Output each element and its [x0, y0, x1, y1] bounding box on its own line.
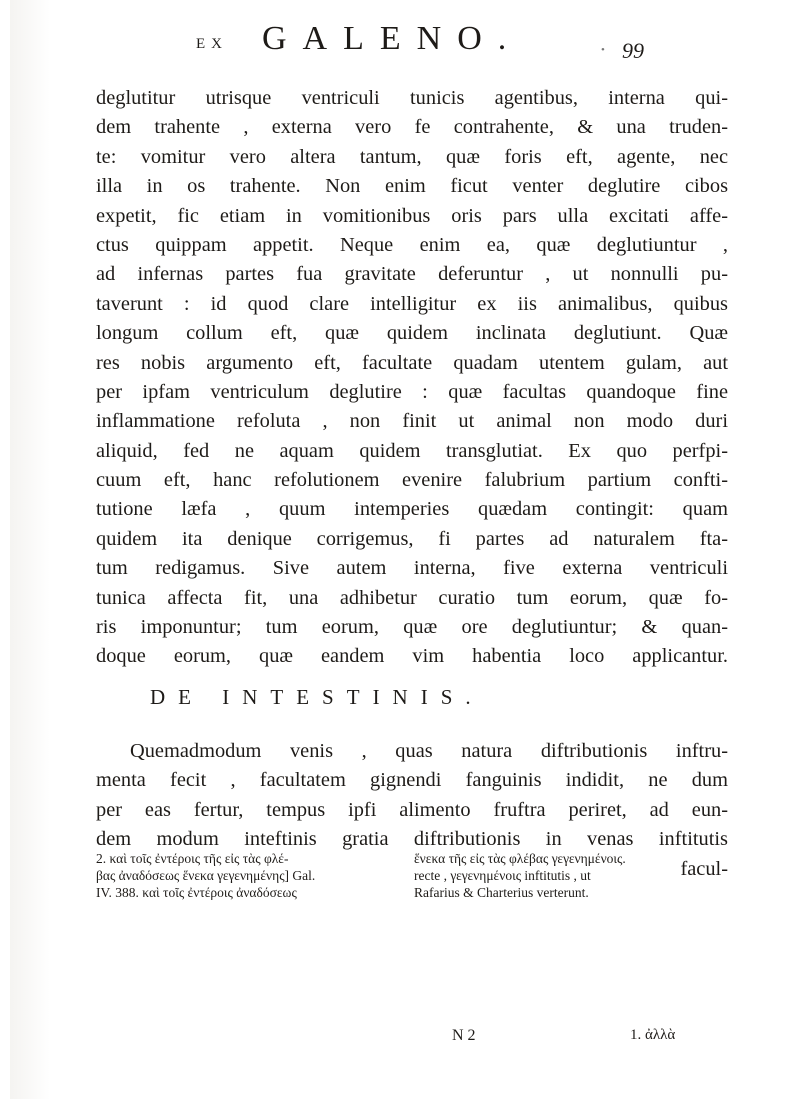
text-line: longum collum eft, quæ quidem inclinata deglutiunt. Quæ — [96, 322, 728, 345]
footnote-line: 2. καὶ τοῖς ἐντέροις τῆς εἰς τὰς φλέ- — [96, 851, 289, 866]
footnote-line: βας ἀναδόσεως ἕνεκα γεγενημένης] Gal. — [96, 868, 316, 883]
text-line: inflammatione refoluta , non finit ut animal non modo duri — [96, 410, 728, 433]
footnote-column-right — [414, 850, 736, 901]
running-head-title: GALENO. — [262, 20, 523, 57]
text-line: tunica affecta fit, una adhibetur curatio tum eorum, quæ fo- — [96, 586, 728, 609]
text-line: doque eorum, quæ eandem vim habentia loco applicantur. — [96, 645, 728, 668]
footnote-line: recte , γεγενημένοις inftitutis , ut — [414, 868, 591, 883]
text-line: ad infernas partes fua gravitate deferuntur , ut nonnulli pu- — [96, 263, 728, 286]
text-line: illa in os trahente. Non enim ficut venter deglutire cibos — [96, 175, 728, 198]
text-line: tum redigamus. Sive autem interna, five externa ventriculi — [96, 557, 728, 580]
section-heading: DE INTESTINIS. — [150, 685, 484, 709]
page-number: 99 — [622, 38, 644, 63]
page-edge-shading — [10, 0, 50, 1099]
text-line: tutione læfa , quum intemperies quædam contingit: quam — [96, 498, 728, 521]
text-line: aliquid, fed ne aquam quidem transglutiat. Ex quo perfpi- — [96, 439, 728, 462]
text-line: taverunt : id quod clare intelligitur ex iis animalibus, quibus — [96, 292, 728, 315]
text-line: menta fecit , facultatem gignendi fanguinis indidit, ne dum — [96, 769, 728, 792]
catchword-line: facul- — [680, 857, 728, 880]
text-line: dem trahente , externa vero fe contrahente, & una truden- — [96, 116, 728, 139]
text-line: per eas fertur, tempus ipfi alimento fruftra periret, ad eun- — [96, 798, 728, 821]
signature-mark: N 2 — [452, 1027, 476, 1044]
text-line: deglutitur utrisque ventriculi tunicis agentibus, interna qui- — [96, 87, 728, 109]
text-line: per ipfam ventriculum deglutire : quæ facultas quandoque fine — [96, 380, 728, 403]
printer-mark-icon: • — [601, 44, 605, 56]
text-line: ctus quippam appetit. Neque enim ea, quæ deglutiuntur , — [96, 233, 728, 256]
text-line: dem modum inteftinis gratia diftributionis in venas inftitutis — [96, 828, 728, 851]
footnote-line: Rafarius & Charterius verterunt. — [414, 885, 589, 900]
main-paragraph — [96, 84, 728, 672]
footnote-column-left — [96, 850, 404, 901]
text-line: ris imponuntur; tum eorum, quæ ore deglutiuntur; & quan- — [96, 616, 728, 639]
text-line: te: vomitur vero altera tantum, quæ foris eft, agente, nec — [96, 145, 728, 168]
text-line: Quemadmodum venis , quas natura diftributionis inftru- — [130, 740, 728, 762]
running-head — [0, 16, 800, 66]
footnotes — [96, 850, 736, 970]
text-line: expetit, fic etiam in vomitionibus oris pars ulla excitati affe- — [96, 204, 728, 227]
running-head-ex: EX — [196, 36, 228, 52]
text-line: quidem ita denique corrigemus, fi partes ad naturalem fta- — [96, 527, 728, 550]
text-line: res nobis argumento eft, facultate quadam utentem gulam, aut — [96, 351, 728, 374]
text-line: cuum eft, hanc refolutionem evenire falubrium partium confti- — [96, 469, 728, 492]
footnote-catchword: 1. ἀλλὰ — [630, 1027, 676, 1043]
footnote-line: IV. 388. καὶ τοῖς ἐντέροις ἀναδόσεως — [96, 885, 297, 900]
footnote-line: ἕνεκα τῆς εἰς τὰς φλέβας γεγενημένοις. — [414, 851, 626, 866]
